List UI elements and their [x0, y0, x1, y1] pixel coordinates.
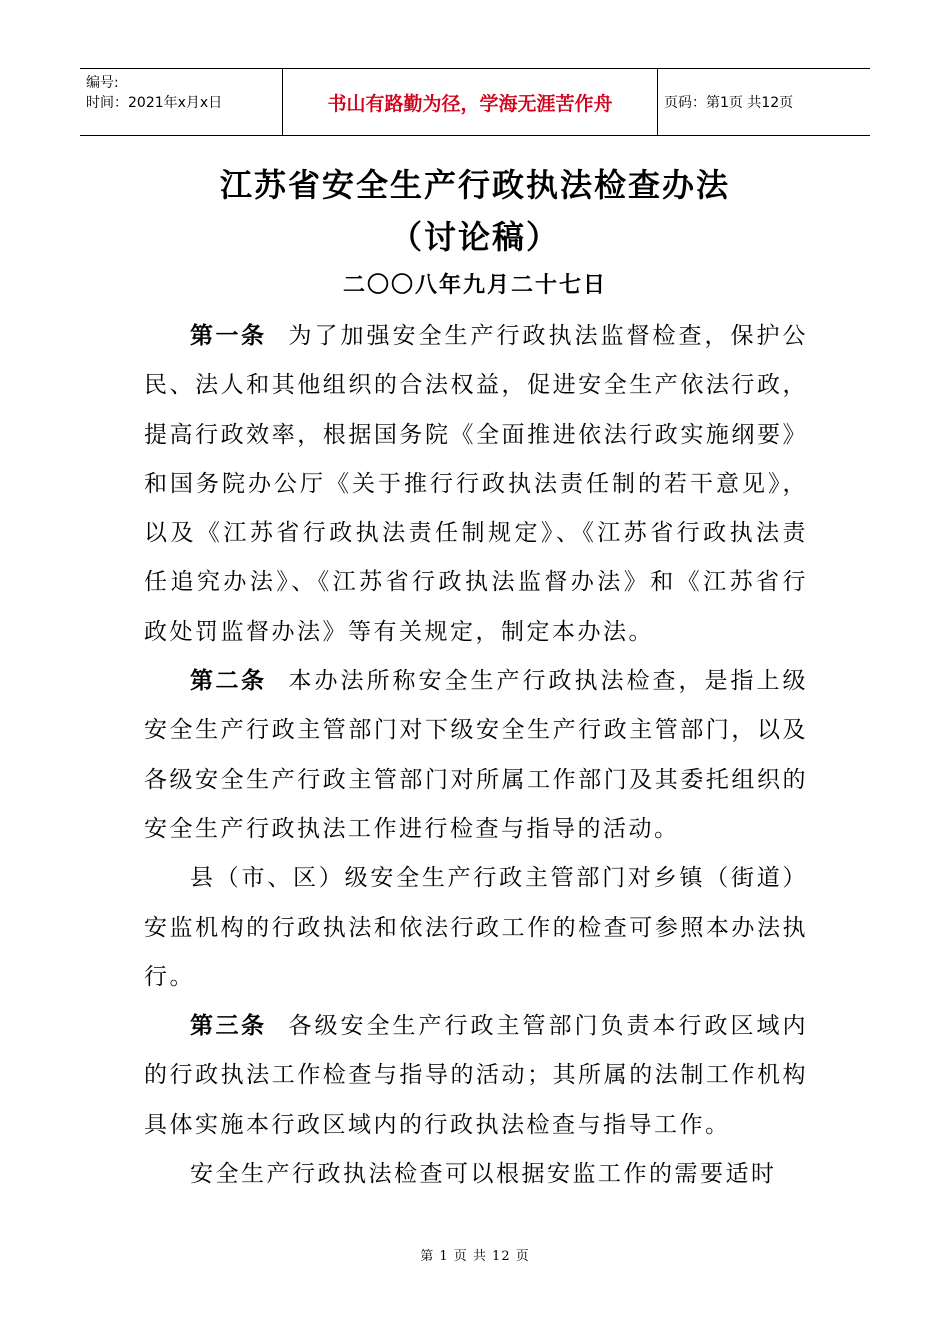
paragraph-article-2-continued	[144, 854, 808, 1002]
paragraph-text: 各级安全生产行政主管部门负责本行政区域内的行政执法工作检查与指导的活动；其所属的法制工作机构具体实施本行政区域内的行政执法检查与指导工作。	[144, 1013, 808, 1138]
header-page-info: 页码：第1页 共12页	[664, 95, 794, 111]
paragraph-article-1	[144, 312, 808, 657]
document-body	[144, 312, 808, 1199]
document-date: 二〇〇八年九月二十七日	[342, 273, 607, 298]
document-subtitle: （讨论稿）	[389, 218, 560, 256]
header-meta	[80, 69, 282, 135]
paragraph-article-3	[144, 1002, 808, 1150]
paragraph-text: 本办法所称安全生产行政执法检查，是指上级安全生产行政主管部门对下级安全生产行政主管部门，以及各级安全生产行政主管部门对所属工作部门及其委托组织的安全生产行政执法工作进行检查与指导的活动。	[144, 668, 808, 842]
paragraph-article-2	[144, 657, 808, 854]
time-label: 时间：2021年x月x日	[86, 95, 223, 111]
article-label: 第一条	[190, 323, 267, 349]
document-header	[80, 68, 870, 136]
document-title: 江苏省安全生产行政执法检查办法	[219, 166, 730, 204]
header-motto: 书山有路勤为径，学海无涯苦作舟	[282, 69, 658, 135]
article-label: 第二条	[190, 668, 267, 695]
paragraph-text: 县（市、区）级安全生产行政主管部门对乡镇（街道）安监机构的行政执法和依法行政工作的检查可参照本办法执行。	[144, 865, 808, 990]
paragraph-text: 为了加强安全生产行政执法监督检查，保护公民、法人和其他组织的合法权益，促进安全生产依法行政，提高行政效率，根据国务院《全面推进依法行政实施纲要》和国务院办公厅《关于推行行政执法责任制的若干意见》，以及《江苏省行政执法责任制规定》、《江苏省行政执法责任追究办法》、《江苏省行政执法监督办法》和《江苏省行政处罚监督办法》等有关规定，制定本办法。	[144, 323, 808, 645]
paragraph-article-3-continued	[144, 1150, 808, 1199]
paragraph-text: 安全生产行政执法检查可以根据安监工作的需要适时	[190, 1161, 777, 1188]
page-footer: 第 1 页 共 12 页	[420, 1249, 530, 1264]
article-label: 第三条	[190, 1013, 267, 1040]
serial-number-label: 编号:	[86, 75, 119, 91]
